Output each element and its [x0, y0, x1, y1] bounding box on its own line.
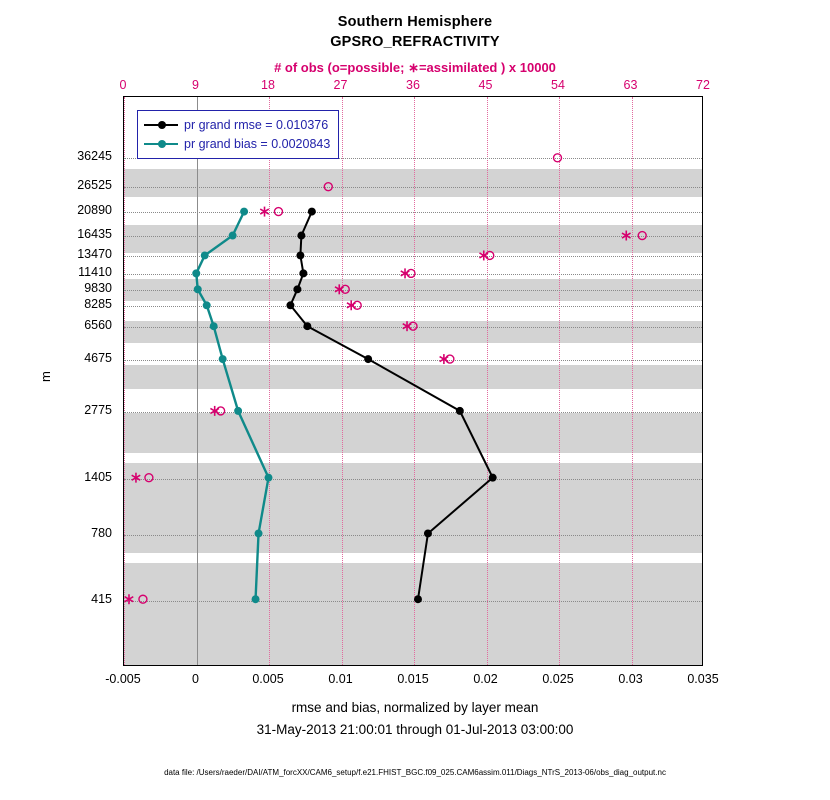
top-tick-label: 63 — [623, 78, 638, 92]
y-tick-label: 13470 — [77, 247, 112, 261]
legend-item-rmse — [144, 115, 330, 134]
chart-title — [0, 12, 830, 52]
top-tick-label: 27 — [333, 78, 348, 92]
bottom-tick-label: 0.02 — [473, 672, 498, 686]
bottom-tick-label: 0 — [192, 672, 199, 686]
rmse-line — [290, 212, 492, 600]
y-tick-label: 2775 — [84, 403, 112, 417]
bottom-tick-label: 0.01 — [328, 672, 353, 686]
series-overlay — [124, 97, 702, 665]
top-tick-label: 9 — [192, 78, 199, 92]
top-tick-label: 45 — [478, 78, 493, 92]
y-tick-label: 36245 — [77, 149, 112, 163]
title-line-2: GPSRO_REFRACTIVITY — [330, 34, 500, 50]
data-file-label: data file: /Users/raeder/DAI/ATM_forcXX/CAM6_setup/f.e21.FHIST_BGC.f09_025.CAM6assim.011/Diags_NTrS_2013-06/obs_diag_output.nc — [164, 768, 666, 777]
legend — [137, 110, 339, 159]
y-tick-label: 9830 — [84, 281, 112, 295]
top-tick-label: 18 — [261, 78, 275, 92]
legend-label-bias: pr grand bias = 0.0020843 — [184, 136, 331, 151]
y-tick-label: 26525 — [77, 178, 112, 192]
legend-label-rmse: pr grand rmse = 0.010376 — [184, 117, 329, 132]
plot-area — [123, 96, 703, 666]
y-tick-label: 415 — [91, 592, 112, 606]
bottom-tick-label: 0.03 — [618, 672, 643, 686]
x-axis-title: rmse and bias, normalized by layer mean — [291, 700, 539, 715]
y-tick-label: 4675 — [84, 351, 112, 365]
y-tick-label: 780 — [91, 526, 112, 540]
y-tick-label: 1405 — [84, 470, 112, 484]
y-axis-title: m — [38, 371, 53, 382]
date-range-label: 31-May-2013 21:00:01 through 01-Jul-2013 03:00:00 — [256, 722, 574, 737]
top-tick-label: 54 — [551, 78, 565, 92]
title-line-1: Southern Hemisphere — [337, 14, 493, 30]
y-tick-label: 8285 — [84, 297, 112, 311]
top-axis-title: # of obs (o=possible; ∗=assimilated ) x 10000 — [274, 60, 556, 75]
bottom-tick-label: 0.025 — [542, 672, 574, 686]
legend-swatch-bias — [144, 138, 178, 150]
bottom-tick-label: 0.035 — [687, 672, 719, 686]
bias-line — [196, 212, 268, 600]
y-tick-label: 6560 — [84, 318, 112, 332]
bottom-tick-label: 0.005 — [252, 672, 284, 686]
y-tick-label: 16435 — [77, 227, 112, 241]
bottom-tick-label: 0.015 — [397, 672, 429, 686]
bottom-tick-label: -0.005 — [105, 672, 141, 686]
top-tick-label: 0 — [119, 78, 127, 92]
legend-item-bias — [144, 134, 330, 153]
obs-assimilated-markers — [124, 153, 631, 604]
top-tick-label: 72 — [696, 78, 710, 92]
rmse-markers — [286, 208, 496, 604]
obs-possible-markers — [139, 154, 646, 603]
bias-markers — [192, 208, 272, 604]
legend-swatch-rmse — [144, 119, 178, 131]
y-tick-label: 11410 — [78, 265, 112, 279]
top-tick-label: 36 — [406, 78, 420, 92]
y-tick-label: 20890 — [77, 203, 112, 217]
